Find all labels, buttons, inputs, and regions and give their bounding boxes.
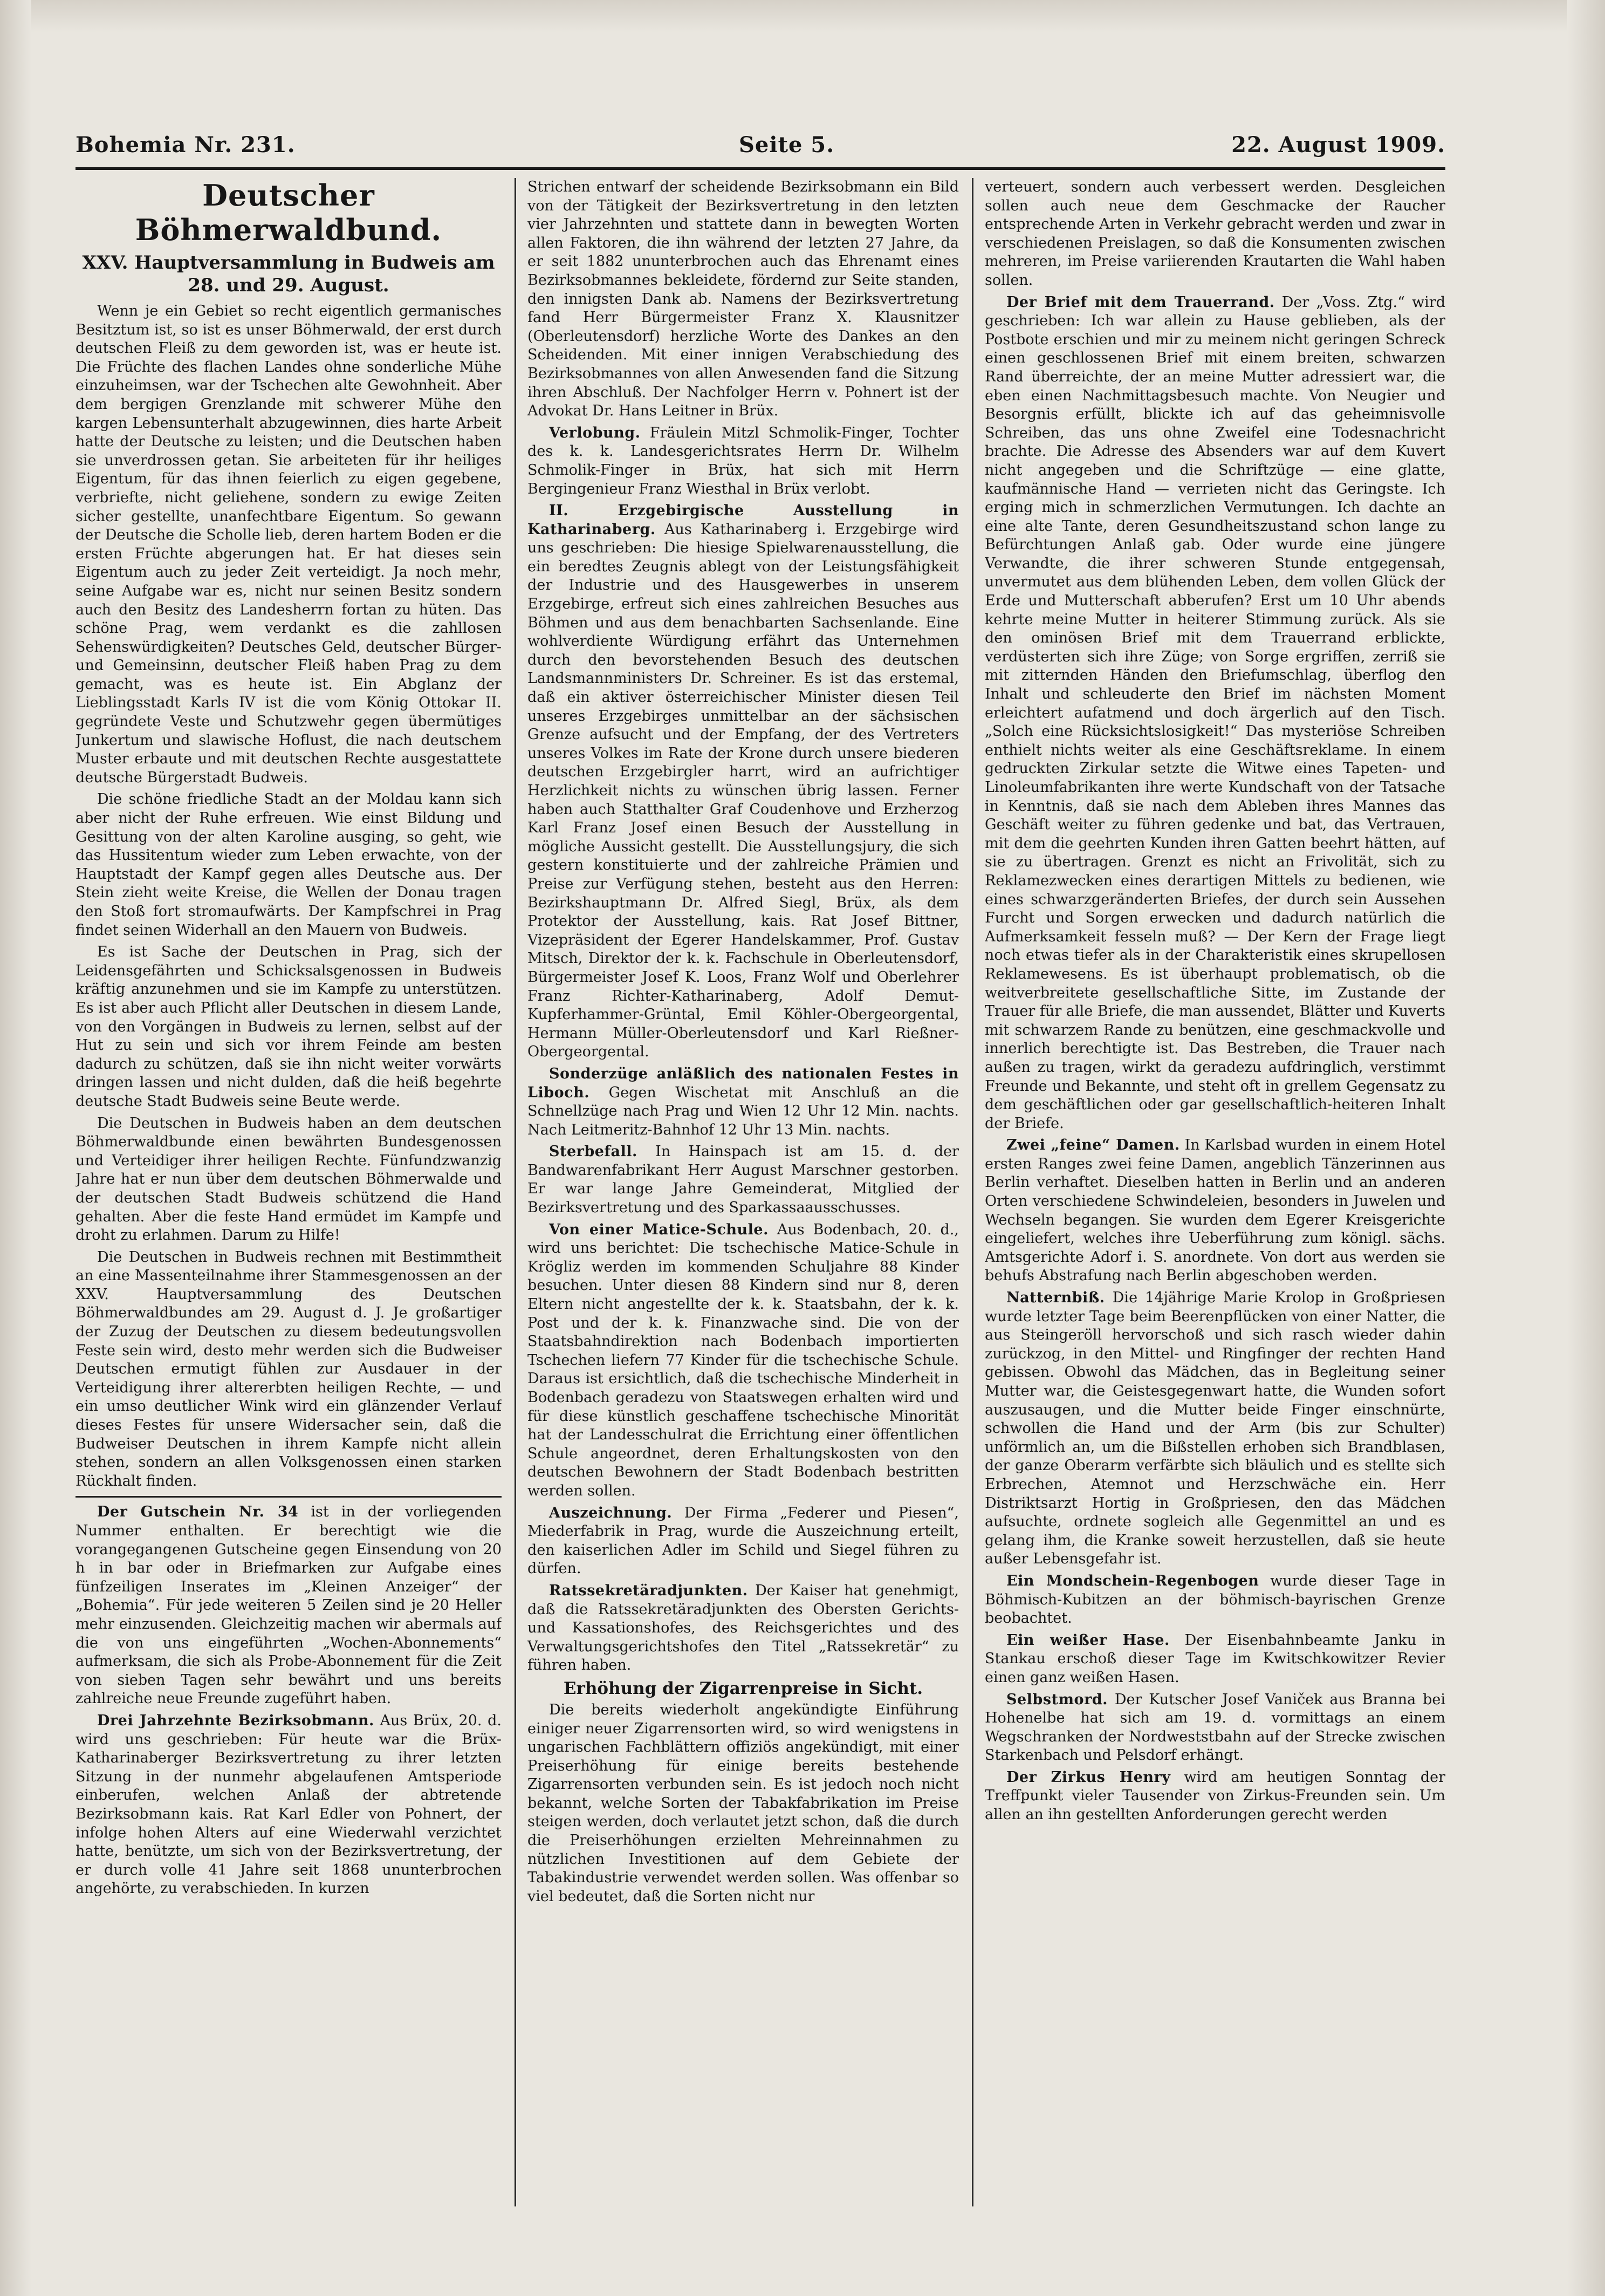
article-zigarrenpreise: Die bereits wiederholt angekündigte Einführung einiger neuer Zigarrensorten wird, so wird wenigstens in ungarischen Fachblättern offiziös angekündigt, mit einer Preiserhöhung für einige bereits bestehende Zigarrensorten verbunden sein. Es ist jedoch noch nicht bekannt, welche Sorten der Tabakfabrikation im Preise steigen werden, doch verlautet jetzt schon, daß die durch die Preiserhöhungen erzielten Mehreinnahmen zu nützlichen Investitionen auf dem Gebiete der Tabakindustrie verwendet werden sollen. Was offenbar so viel bedeutet, daß die Sorten nicht nur [527, 1701, 959, 1905]
article-text: In Hainspach ist am 15. d. der Bandwarenfabrikant Herr August Marschner gestorben. Er war lange Jahre Gemeinderat, Mitglied der Bezirksvertretung und des Sparkassaausschusses. [527, 1143, 959, 1217]
article-lead: Ratssekretäradjunkten. [549, 1582, 748, 1599]
article-title-boehmerwaldbund: Deutscher Böhmerwaldbund. [135, 178, 442, 247]
page-header [76, 132, 1445, 165]
article-sonderzuege [527, 1065, 959, 1139]
article-feine-damen [985, 1136, 1445, 1286]
scan-edge-top [0, 0, 1605, 32]
article-text: wird am heutigen Sonntag der Treffpunkt vieler Tausender von Zirkus-Freunden sein. Um allen an ihn gestellten Anforderungen gerecht werden [985, 1768, 1445, 1823]
column-2 [527, 178, 959, 2206]
article-text: Die 14jährige Marie Krolop in Großpriesen wurde letzter Tage beim Beerenpflücken von einer Natter, die aus Steingeröll hervorschoß und sich rasch wieder dahin zurückzog, in den Mittel- und Ringfinger der rechten Hand gebissen. Obwohl das Mädchen, das in Begleitung seiner Mutter war, die Geistesgegenwart hatte, die Wunden sofort auszusaugen, und die Mutter beide Finger einschnürte, schwollen die Hand und der Arm (bis zur Schulter) unförmlich an, um die Bißstellen erhoben sich Brandblasen, der ganze Oberarm verfärbte sich bläulich und es stellte sich Erbrechen, Atemnot und Herzschwäche ein. Herr Distriktsarzt Hortig in Großpriesen, den das Mädchen aufsuchte, ordnete sogleich alle Gegenmittel an und es gelang ihm, die Kranke soweit herzustellen, daß sie heute außer Lebensgefahr ist. [985, 1289, 1445, 1568]
article-lead: Ein weißer Hase. [1006, 1631, 1170, 1649]
article-mondschein-regenbogen [985, 1572, 1445, 1628]
article-paragraph: Es ist Sache der Deutschen in Prag, sich der Leidensgefährten und Schicksalsgenossen in Budweis kräftig anzunehmen und sie im Kampfe zu unterstützen. Es ist aber auch Pflicht aller Deutschen in diesem Lande, von den Vorgängen in Budweis zu lernen, selbst auf der Hut zu sein und sich vor ihrem Feinde am besten dadurch zu schützen, daß sie ihn nicht weiter vorwärts dringen lassen und nicht dulden, daß die heiß begehrte deutsche Stadt Budweis seine Beute werde. [76, 944, 502, 1110]
article-lead: Verlobung. [549, 424, 641, 441]
article-continuation: Strichen entwarf der scheidende Bezirksobmann ein Bild von der Tätigkeit der Bezirksvertretung in den letzten vier Jahrzehnten und stattete dann in bewegten Worten allen Faktoren, die ihn während der letzten 27 Jahre, da er seit 1882 ununterbrochen auch das Ehrenamt eines Bezirksobmannes bekleidete, fördernd zur Seite standen, den innigsten Dank ab. Namens der Bezirksvertretung fand Herr Bürgermeister Franz X. Klausnitzer (Oberleutensdorf) herzliche Worte des Dankes an den Scheidenden. Mit einer innigen Verabschiedung des Bezirksobmannes von allen Anwesenden fand die Sitzung ihren Abschluß. Der Nachfolger Herrn v. Pohnert ist der Advokat Dr. Hans Leitner in Brüx. [527, 179, 959, 420]
article-lead: Zwei „feine“ Damen. [1006, 1137, 1180, 1154]
article-lead: Sterbefall. [549, 1143, 637, 1160]
article-matice-schule [527, 1221, 959, 1501]
column-1 [76, 178, 502, 2206]
article-bezirksobmann [76, 1712, 502, 1898]
column-3 [985, 178, 1445, 2206]
article-zirkus-henry [985, 1768, 1445, 1824]
article-title-zigarrenpreise: Erhöhung der Zigarrenpreise in Sicht. [563, 1678, 923, 1698]
article-lead: Der Gutschein Nr. 34 [97, 1504, 299, 1521]
column-divider-1 [515, 178, 516, 2206]
header-rule [76, 167, 1445, 170]
article-selbstmord [985, 1691, 1445, 1765]
article-text: Aus Brüx, 20. d. wird uns geschrieben: Für heute war die Brüx-Katharinaberger Bezirksvertretung zu ihrer letzten Sitzung in der nunmehr abgelaufenen Amtsperiode einberufen, welchen Anlaß der abtretende Bezirksobmann kais. Rat Karl Edler von Pohnert, der infolge hohen Alters auf eine Wiederwahl verzichtet hatte, benützte, um sich von der Bezirksvertretung, der er durch volle 41 Jahre seit 1868 ununterbrochen angehörte, zu verabschieden. In kurzen [76, 1712, 502, 1897]
header-issue: Bohemia Nr. 231. [76, 132, 296, 158]
article-text: Der Eisenbahnbeamte Janku in Stankau erschoß dieser Tage im Kwitschkowitzer Revier einen ganz weißen Hasen. [985, 1631, 1445, 1686]
article-paragraph: Wenn je ein Gebiet so recht eigentlich germanisches Besitztum ist, so ist es unser Böhmerwald, der erst durch deutschen Fleiß zu dem geworden ist, was er heute ist. Die Früchte des flachen Landes ohne sonderliche Mühe einzuheimsen, war der Tschechen alte Gewohnheit. Aber dem bergigen Grenzlande mit schwerer Mühe den kargen Lebensunterhalt abzugewinnen, dies harte Arbeit hatte der Deutsche zu leisten; und die Deutschen haben sie unverdrossen getan. Sie arbeiteten für ihr heiliges Eigentum, für das ihnen feierlich zu eigen gegebene, verbriefte, nicht geliehene, sondern zu ewige Zeiten sicher gestellte, unanfechtbare Eigentum. So gewann der Deutsche die Scholle lieb, deren hartem Boden er die ersten Früchte abgerungen hat. Er hat dieses sein Eigentum auch zu jeder Zeit verteidigt. Ja noch mehr, seine Aufgabe war es, nicht nur seinen Besitz sondern auch den Besitz des Landesherrn fortan zu hüten. Das schöne Prag, wem verdankt es die zahllosen Sehenswürdigkeiten? Deutsches Geld, deutscher Bürger- und Gemeinsinn, deutscher Fleiß haben Prag zu dem gemacht, was es heute ist. Ein Abglanz der Lieblingsstadt Karls IV ist die vom König Ottokar II. gegründete Veste und Schutzwehr gegen übermütiges Junkertum und slawische Hoflust, die nach deutschem Muster erbaute und mit deutschen Rechte ausgestattete deutsche Bürgerstadt Budweis. [76, 303, 502, 786]
article-paragraph: Die schöne friedliche Stadt an der Moldau kann sich aber nicht der Ruhe erfreuen. Wie einst Bildung und Gesittung von der alten Karoline ausging, so geht, wie das Hussitentum wieder zum Leben erwachte, von der Hauptstadt der Kampf gegen alles Deutsche aus. Der Stein zieht weite Kreise, die Wellen der Donau tragen den Stoß fort stromaufwärts. Der Kampfschrei in Prag findet seinen Widerhall an den Mauern von Budweis. [76, 791, 502, 939]
article-sterbefall [527, 1143, 959, 1217]
article-text: Der Kutscher Josef Vaniček aus Branna bei Hohenelbe hat sich am 19. d. vormittags an einem Wegschranken der Nordweststbahn auf der Strecke zwischen Starkenbach und Pelsdorf erhängt. [985, 1691, 1445, 1764]
article-text: Der Kaiser hat genehmigt, daß die Ratssekretäradjunkten des Obersten Gerichts- und Kassationshofes, des Reichsgerichtes und des Verwaltungsgerichtshofes den Titel „Ratssekretär“ zu führen haben. [527, 1582, 959, 1674]
article-text: Gegen Wischetat mit Anschluß an die Schnellzüge nach Prag und Wien 12 Uhr 12 Min. nachts. Nach Leitmeritz-Bahnhof 12 Uhr 13 Min. nachts. [527, 1084, 959, 1138]
article-lead: Der Brief mit dem Trauerrand. [1006, 293, 1275, 311]
article-continuation: verteuert, sondern auch verbessert werden. Desgleichen sollen auch neue dem Geschmacke der Raucher entsprechende Arten in Verkehr gebracht werden und zwar in verschiedenen Preislagen, so daß die Konsumenten zwischen mehreren, im Preise variierenden Krautarten die Wahl haben sollen. [985, 179, 1445, 289]
article-ausstellung [527, 502, 959, 1062]
header-page-number: Seite 5. [739, 132, 835, 158]
scan-edge-left [0, 0, 31, 2296]
scan-edge-right [1567, 0, 1605, 2296]
article-lead: Ein Mondschein-Regenbogen [1006, 1572, 1259, 1589]
article-auszeichnung [527, 1504, 959, 1578]
column-divider-2 [972, 178, 973, 2206]
article-text: Aus Katharinaberg i. Erzgebirge wird uns geschrieben: Die hiesige Spielwarenausstellung, die ein beredtes Zeugnis ablegt von der Leistungsfähigkeit der Industrie und des Hausgewerbes in unserem Erzgebirge, erfreut sich eines zahlreichen Besuches aus Böhmen und aus dem benachbarten Sachsenlande. Eine wohlverdiente Würdigung erfährt das Unternehmen durch den bevorstehenden Besuch des deutschen Landsmannministers Dr. Schreiner. Es ist das erstemal, daß ein aktiver österreichischer Minister diesen Teil unseres Erzgebirges unmittelbar an der sächsischen Grenze aufsucht und der Empfang, der des Vertreters unseres Volkes im Rate der Krone durch unsere biederen deutschen Erzgebirgler harrt, wird an aufrichtiger Herzlichkeit nichts zu wünschen übrig lassen. Ferner haben auch Statthalter Graf Coudenhove und Erzherzog Karl Franz Josef einen Besuch der Ausstellung in mögliche Aussicht gestellt. Die Ausstellungsjury, die sich gestern konstituierte und der zahlreiche Prämien und Preise zur Verfügung stehen, besteht aus den Herren: Bezirkshauptmann Dr. Alfred Siegl, Brüx, als dem Protektor der Ausstellung, kais. Rat Josef Bittner, Vizepräsident der Egerer Handelskammer, Prof. Gustav Mitsch, Direktor der k. k. Fachschule in Oberleutensdorf, Bürgermeister Josef K. Loos, Franz Wolf und Oberlehrer Franz Richter-Katharinaberg, Adolf Demut-Kupferhammer-Grüntal, Emil Köhler-Obergeorgental, Hermann Müller-Oberleutensdorf und Karl Rießner-Obergeorgental. [527, 521, 959, 1061]
article-lead: Von einer Matice-Schule. [549, 1221, 769, 1238]
header-date: 22. August 1909. [1231, 132, 1445, 158]
article-subtitle-hauptversammlung: XXV. Hauptversammlung in Budweis am 28. und 29. August. [82, 252, 495, 296]
article-paragraph: Die Deutschen in Budweis rechnen mit Bestimmtheit an eine Massenteilnahme ihrer Stammesgenossen an der XXV. Hauptversammlung des Deutschen Böhmerwaldbundes am 29. August d. J. Je großartiger der Zuzug der Deutschen zu diesem bedeutungsvollen Feste sein wird, desto mehr werden sich die Budweiser Deutschen ermutigt fühlen zur Ausdauer in der Verteidigung ihrer altererbten heiligen Rechte, — und ein umso deutlicher Wink wird ein glänzender Verlauf dieses Festes für unsere Widersacher sein, daß die Budweiser Deutschen in ihrem Kampfe nicht allein stehen, sondern an allen Volksgenossen einen starken Rückhalt finden. [76, 1248, 502, 1489]
article-lead: Drei Jahrzehnte Bezirksobmann. [97, 1712, 374, 1729]
article-natternbiss [985, 1289, 1445, 1569]
article-text: In Karlsbad wurden in einem Hotel ersten Ranges zwei feine Damen, angeblich Tänzerinnen aus Berlin verhaftet. Dieselben hatten in Berlin und an anderen Orten verschiedene Schwindeleien, besonders in Juwelen und Wechseln begangen. Sie wurden dem Egerer Kreisgerichte eingeliefert, welches ihre Ueberführung zum königl. sächs. Amtsgerichte Adorf i. S. anordnete. Von dort aus werden sie behufs Abstrafung nach Berlin abgeschoben werden. [985, 1137, 1445, 1284]
article-lead: Sonderzüge anläßlich des nationalen Festes in Liboch. [527, 1065, 959, 1101]
article-trauerrand [985, 293, 1445, 1133]
article-gutschein [76, 1503, 502, 1709]
article-paragraph: Die Deutschen in Budweis haben an dem deutschen Böhmerwaldbunde einen bewährten Bundesgenossen und Verteidiger ihrer heiligen Rechte. Fünfundzwanzig Jahre hat er nun über dem deutschen Böhmerwalde und der deutschen Stadt Budweis schützend die Hand gehalten. Aber die feste Hand ermüdet im Kampfe und droht zu erlahmen. Darum zu Hilfe! [76, 1115, 502, 1244]
article-weisser-hase [985, 1631, 1445, 1687]
article-text: ist in der vorliegenden Nummer enthalten. Er berechtigt wie die vorangegangenen Gutscheine gegen Einsendung von 20 h in bar oder in Briefmarken zur Aufgabe eines fünfzeiligen Inserates im „Kleinen Anzeiger“ der „Bohemia“. Für jede weiteren 5 Zeilen sind je 20 Heller mehr einzusenden. Gleichzeitig machen wir abermals auf die von uns eingeführten „Wochen-Abonnements“ aufmerksam, die sich als Probe-Abonnement für die Zeit von sieben Tagen sehr bewährt und uns bereits zahlreiche neue Freunde zugeführt haben. [76, 1504, 502, 1707]
article-lead: Der Zirkus Henry [1006, 1768, 1171, 1786]
article-divider [76, 1496, 502, 1498]
article-text: Aus Bodenbach, 20. d., wird uns berichtet: Die tschechische Matice-Schule in Krögliz werden im kommenden Schuljahre 88 Kinder besuchen. Unter diesen 88 Kindern sind nur 8, deren Eltern nicht angestellte der k. k. Staatsbahn, der k. k. Post und der k. k. Finanzwache sind. Die von der Staatsbahndirektion nach Bodenbach importierten Tschechen liefern 77 Kinder für die tschechische Schule. Daraus ist ersichtlich, daß die tschechische Minderheit in Bodenbach geradezu von Staatswegen erhalten wird und für diese künstlich geschaffene tschechische Minorität hat der Landesschulrat die Errichtung einer öffentlichen Schule angeordnet, deren Erhaltungskosten von den deutschen Bewohnern der Stadt Bodenbach bestritten werden sollen. [527, 1221, 959, 1499]
article-text: Der „Voss. Ztg.“ wird geschrieben: Ich war allein zu Hause geblieben, als der Postbote erschien und mir zu meinem nicht geringen Schreck einen geschlossenen Brief mit einem breiten, schwarzen Rand überreichte, der an meine Mutter adressiert war, die eben einen Nachmittagsbesuch machte. Von Neugier und Besorgnis erfüllt, blickte ich auf das geheimnisvolle Schreiben, das uns ohne Zweifel eine Todesnachricht brachte. Die Adresse des Absenders war auf dem Kuvert nicht angegeben und die Schriftzüge — eine glatte, kaufmännische Hand — verrieten nicht das Geringste. Ich erging mich in schmerzlichen Vermutungen. Ich dachte an eine alte Tante, deren Gesundheitszustand schon lange zu Befürchtungen Anlaß gab. Oder wurde eine jüngere Verwandte, die ihrer schweren Stunde entgegensah, unvermutet aus dem blühenden Leben, dem vollen Glück der Erde und Mutterschaft abberufen? Erst um 10 Uhr abends kehrte meine Mutter in heiterer Stimmung zurück. Als sie den ominösen Brief mit dem Trauerrand erblickte, verdüsterten sich ihre Züge; von Sorge ergriffen, zerriß sie mit zitternden Händen den Briefumschlag, überflog den Inhalt und schleuderte den Brief im nächsten Moment erleichtert aufatmend und doch ärgerlich auf den Tisch. „Solch eine Rücksichtslosigkeit!“ Das mysteriöse Schreiben enthielt nichts weiter als eine Geschäftsreklame. In einem gedruckten Zirkular setzte die Witwe eines Tapeten- und Linoleumfabrikanten ihre werte Kundschaft von der Tatsache in Kenntnis, daß sie nach dem Ableben ihres Mannes das Geschäft weiter zu führen gedenke und bat, das Vertrauen, mit dem die geehrten Kunden ihren Gatten beehrt hätten, auf sie zu übertragen. Grenzt es nicht an Frivolität, sich zu Reklamezwecken eines derartigen Mittels zu bedienen, wie eines schwarzgeränderten Briefes, der durch sein Aussehen Furcht und Sorgen erwecken und dadurch natürlich die Aufmerksamkeit fesseln muß? — Der Kern der Frage liegt noch etwas tiefer als in der Charakteristik eines skrupellosen Reklamewesens. Es ist überhaupt problematisch, ob die weitverbreitete gesellschaftliche Sitte, im Zustande der Trauer für alle Briefe, die man aussendet, Blätter und Kuverts mit schwarzem Rande zu benützen, eine geschmackvolle und innerlich berechtigte ist. Das Bestreben, die Trauer nach außen zu tragen, wirkt da geradezu aufdringlich, verstimmt Freunde und Bekannte, und steht oft in grellem Gegensatz zu dem geschäftlichen oder gar gesellschaftlich-heiteren Inhalt der Briefe. [985, 293, 1445, 1132]
article-text: Fräulein Mitzl Schmolik-Finger, Tochter des k. k. Landesgerichtsrates Herrn Dr. Wilhelm Schmolik-Finger in Brüx, hat sich mit Herrn Bergingenieur Franz Wiesthal in Brüx verlobt. [527, 424, 959, 497]
article-text: wurde dieser Tage in Böhmisch-Kubitzen an der böhmisch-bayrischen Grenze beobachtet. [985, 1572, 1445, 1627]
article-lead: Selbstmord. [1006, 1691, 1108, 1708]
article-text: Der Firma „Federer und Piesen“, Miederfabrik in Prag, wurde die Auszeichnung erteilt, den kaiserlichen Adler im Schild und Siegel führen zu dürfen. [527, 1504, 959, 1577]
article-verlobung [527, 424, 959, 498]
article-ratssekretaer [527, 1582, 959, 1675]
article-lead: Natternbiß. [1006, 1289, 1105, 1307]
article-lead: II. Erzgebirgische Ausstellung in Katharinaberg. [527, 502, 959, 538]
article-lead: Auszeichnung. [549, 1504, 673, 1521]
